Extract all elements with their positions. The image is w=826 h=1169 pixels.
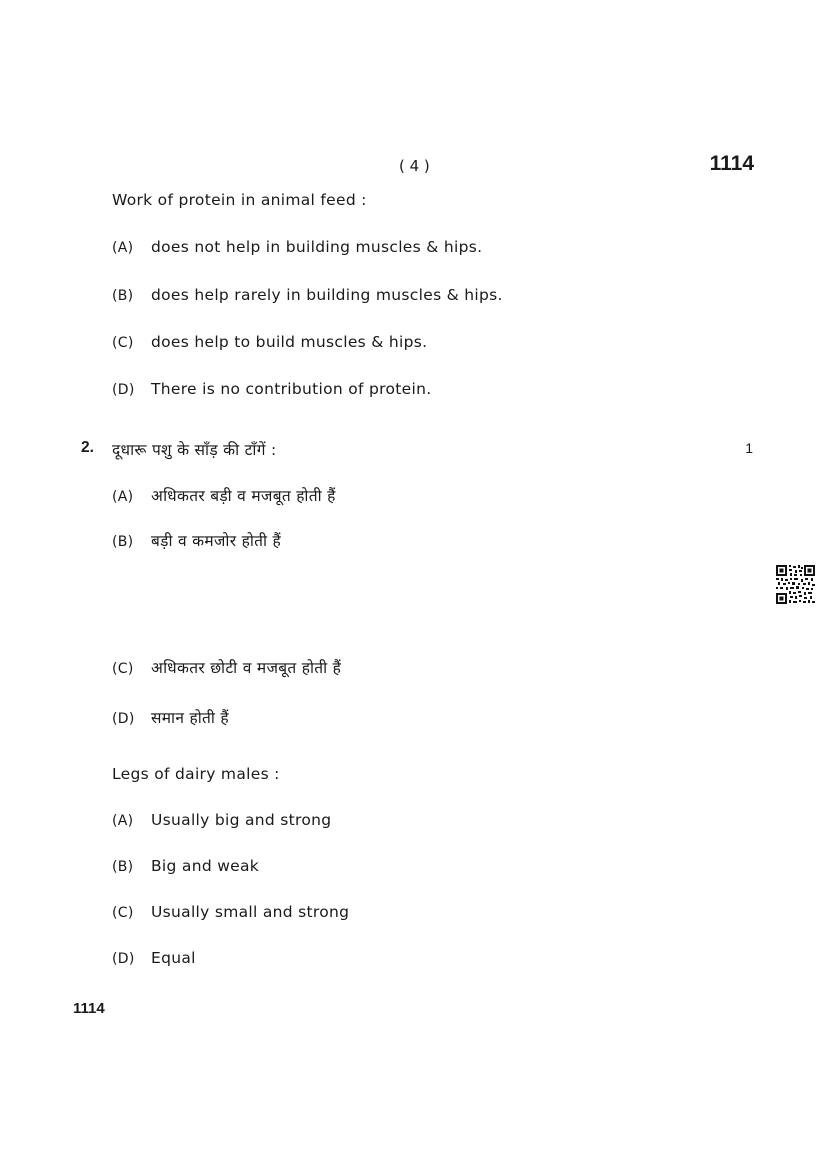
option-text: Equal — [151, 949, 196, 967]
q2-english-stem: Legs of dairy males : — [112, 765, 280, 783]
q2-hindi-option-b — [112, 529, 281, 551]
option-text: Usually small and strong — [151, 903, 350, 921]
question-number: 2. — [81, 439, 94, 456]
paper-code-footer: 1114 — [73, 1000, 105, 1017]
option-label: (B) — [112, 859, 134, 875]
q2-english-option-d — [112, 949, 196, 967]
q2-english-option-a — [112, 811, 331, 829]
option-label: (A) — [112, 489, 134, 505]
option-label: (D) — [112, 951, 135, 967]
q1-option-b — [112, 286, 503, 304]
q1-english-stem: Work of protein in animal feed : — [112, 191, 367, 209]
option-text: समान होती हैं — [151, 709, 229, 727]
option-label: (C) — [112, 661, 134, 677]
option-label: (D) — [112, 382, 135, 398]
option-label: (C) — [112, 335, 134, 351]
option-label: (A) — [112, 813, 134, 829]
option-text: अधिकतर बड़ी व मजबूत होती हैं — [151, 487, 336, 505]
qr-code-icon — [776, 565, 815, 604]
q2-hindi-option-a — [112, 484, 336, 506]
option-label: (B) — [112, 534, 134, 550]
q2-hindi-option-c — [112, 656, 341, 678]
q2-hindi-stem: दूधारू पशु के साँड़ की टाँगें : — [112, 441, 277, 459]
paper-code-header: 1114 — [709, 152, 754, 175]
option-text: does help to build muscles & hips. — [151, 333, 428, 351]
q2-english-option-c — [112, 903, 349, 921]
option-text: बड़ी व कमजोर होती हैं — [151, 532, 282, 550]
option-text: Usually big and strong — [151, 811, 332, 829]
page-number: ( 4 ) — [399, 157, 430, 175]
q1-option-a — [112, 238, 482, 256]
option-text: Big and weak — [151, 857, 260, 875]
option-label: (B) — [112, 288, 134, 304]
q1-option-d — [112, 380, 431, 398]
question-marks: 1 — [745, 440, 753, 456]
q2-hindi-option-d — [112, 706, 229, 728]
option-text: does not help in building muscles & hips. — [151, 238, 483, 256]
q1-option-c — [112, 333, 427, 351]
option-text: अधिकतर छोटी व मजबूत होती हैं — [151, 659, 342, 677]
option-text: There is no contribution of protein. — [151, 380, 432, 398]
option-label: (A) — [112, 240, 134, 256]
option-label: (D) — [112, 711, 135, 727]
q2-english-option-b — [112, 857, 259, 875]
option-text: does help rarely in building muscles & hips. — [151, 286, 503, 304]
option-label: (C) — [112, 905, 134, 921]
